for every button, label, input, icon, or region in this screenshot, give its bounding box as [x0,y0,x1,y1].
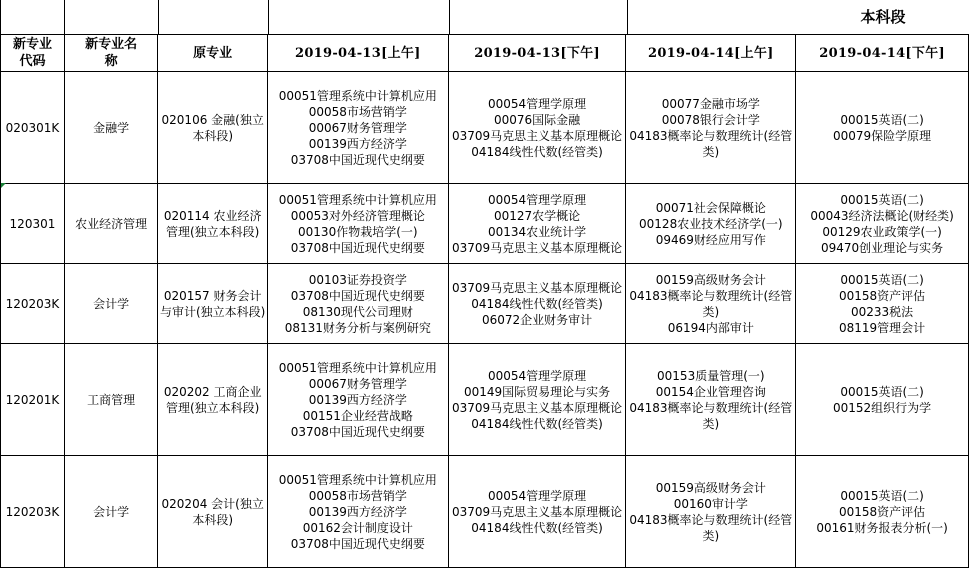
course-item: 00054管理学原理 [487,368,587,383]
table-row [1,344,969,456]
course-item: 03709马克思主义基本原理概论 [451,280,623,295]
course-item: 00015英语(二) [840,272,924,287]
original-major: 020114 农业经济管理(独立本科段) [158,184,267,264]
course-item: 00134农业统计学 [487,224,587,239]
course-item: 00153质量管理(一) [657,368,765,383]
session-cell [796,72,969,184]
course-item: 08130现代公司理财 [302,304,413,319]
course-item: 00053对外经济管理概论 [290,208,425,223]
course-item: 00129农业政策学(一) [822,224,942,239]
course-item: 00054管理学原理 [487,96,587,111]
course-item: 00015英语(二) [840,384,924,399]
course-item: 00058市场营销学 [308,488,407,503]
course-item: 00159高级财务会计 [655,272,766,287]
header-session-1: 2019-04-13[上午] [267,35,448,72]
course-item: 03708中国近现代史纲要 [290,536,425,551]
section-title: 本科段 [860,8,906,26]
header-name: 新专业名称 [64,35,158,72]
session-cell [448,264,626,344]
course-item: 04183概率论与数理统计(经管类) [629,400,793,431]
course-item: 08131财务分析与案例研究 [284,320,431,335]
course-item: 03709马克思主义基本原理概论 [451,240,623,255]
session-cell [267,344,448,456]
course-item: 00067财务管理学 [308,376,407,391]
course-item: 00058市场营销学 [308,104,407,119]
table-row [1,184,969,264]
session-cell [626,72,796,184]
gridline [449,0,450,34]
course-item: 04183概率论与数理统计(经管类) [629,512,793,543]
course-item: 00051管理系统中计算机应用 [278,88,437,103]
gridline [268,0,269,34]
session-cell [796,264,969,344]
course-item: 00051管理系统中计算机应用 [278,360,437,375]
course-item: 04184线性代数(经管类) [471,416,603,431]
course-item: 03708中国近现代史纲要 [290,288,425,303]
course-item: 00127农学概论 [493,208,581,223]
gridline [0,0,1,34]
course-item: 00078银行会计学 [661,112,760,127]
header-code: 新专业代码 [1,35,65,72]
session-cell [267,184,448,264]
table-row [1,72,969,184]
header-session-3: 2019-04-14[上午] [626,35,796,72]
header-session-2: 2019-04-13[下午] [448,35,626,72]
major-code: 020301K [1,72,65,184]
course-item: 09470创业理论与实务 [821,240,944,255]
table-row [1,264,969,344]
course-item: 00139西方经济学 [308,392,407,407]
major-code: 120203K [1,264,65,344]
course-item: 00128农业技术经济学(一) [639,216,783,231]
course-item: 04184线性代数(经管类) [471,144,603,159]
course-item: 03709马克思主义基本原理概论 [451,128,623,143]
course-item: 04184线性代数(经管类) [471,296,603,311]
header-original: 原专业 [158,35,267,72]
course-item: 00159高级财务会计 [655,480,766,495]
course-item: 00149国际贸易理论与实务 [463,384,611,399]
course-item: 00051管理系统中计算机应用 [278,192,437,207]
course-item: 06194内部审计 [667,320,754,335]
course-item: 00015英语(二) [840,112,924,127]
original-major: 020157 财务会计与审计(独立本科段) [158,264,267,344]
session-cell [267,264,448,344]
course-item: 00158资产评估 [839,288,926,303]
course-item: 04183概率论与数理统计(经管类) [629,288,793,319]
course-item: 00152组织行为学 [833,400,932,415]
course-item: 00043经济法概论(财经类) [810,208,954,223]
major-name: 农业经济管理 [64,184,158,264]
course-item: 09469财经应用写作 [655,232,766,247]
course-item: 00158资产评估 [839,504,926,519]
session-cell [626,344,796,456]
cell-comment-marker [1,183,6,188]
course-item: 03708中国近现代史纲要 [290,152,425,167]
table-row [1,456,969,568]
course-item: 00162会计制度设计 [302,520,413,535]
course-item: 03709马克思主义基本原理概论 [451,504,623,519]
course-item: 00015英语(二) [840,192,924,207]
major-name: 会计学 [64,264,158,344]
major-name: 会计学 [64,456,158,568]
course-item: 00130作物栽培学(一) [298,224,418,239]
session-cell [626,184,796,264]
gridline [627,0,628,34]
session-cell [796,456,969,568]
course-item: 00139西方经济学 [308,504,407,519]
original-major: 020202 工商企业管理(独立本科段) [158,344,267,456]
session-cell [796,344,969,456]
course-item: 00079保险学原理 [833,128,932,143]
course-item: 00154企业管理咨询 [655,384,766,399]
session-cell [626,456,796,568]
course-item: 00139西方经济学 [308,136,407,151]
session-cell [448,184,626,264]
course-item: 00054管理学原理 [487,192,587,207]
session-cell [448,72,626,184]
course-item: 00077金融市场学 [661,96,760,111]
course-item: 00051管理系统中计算机应用 [278,472,437,487]
course-item: 00076国际金融 [493,112,581,127]
session-cell [267,72,448,184]
course-item: 03709马克思主义基本原理概论 [451,400,623,415]
header-session-4: 2019-04-14[下午] [796,35,969,72]
course-item: 04184线性代数(经管类) [471,520,603,535]
course-item: 00067财务管理学 [308,120,407,135]
session-cell [448,344,626,456]
major-code: 120301 [1,184,65,264]
schedule-table [0,34,969,568]
course-item: 00233税法 [851,304,914,319]
major-code: 120203K [1,456,65,568]
course-item: 00015英语(二) [840,488,924,503]
course-item: 04183概率论与数理统计(经管类) [629,128,793,159]
session-cell [626,264,796,344]
major-name: 金融学 [64,72,158,184]
session-cell [448,456,626,568]
course-item: 08119管理会计 [839,320,926,335]
course-item: 00071社会保障概论 [655,200,766,215]
session-cell [267,456,448,568]
original-major: 020106 金融(独立本科段) [158,72,267,184]
course-item: 00103证券投资学 [308,272,407,287]
header-row [1,35,969,72]
course-item: 00160审计学 [673,496,748,511]
top-strip [0,0,969,35]
course-item: 00151企业经营战略 [302,408,413,423]
major-code: 120201K [1,344,65,456]
course-item: 03708中国近现代史纲要 [290,240,425,255]
course-item: 03708中国近现代史纲要 [290,424,425,439]
course-item: 00054管理学原理 [487,488,587,503]
gridline [158,0,159,34]
course-item: 06072企业财务审计 [481,312,593,327]
original-major: 020204 会计(独立本科段) [158,456,267,568]
gridline [64,0,65,34]
major-name: 工商管理 [64,344,158,456]
course-item: 00161财务报表分析(一) [816,520,948,535]
session-cell [796,184,969,264]
